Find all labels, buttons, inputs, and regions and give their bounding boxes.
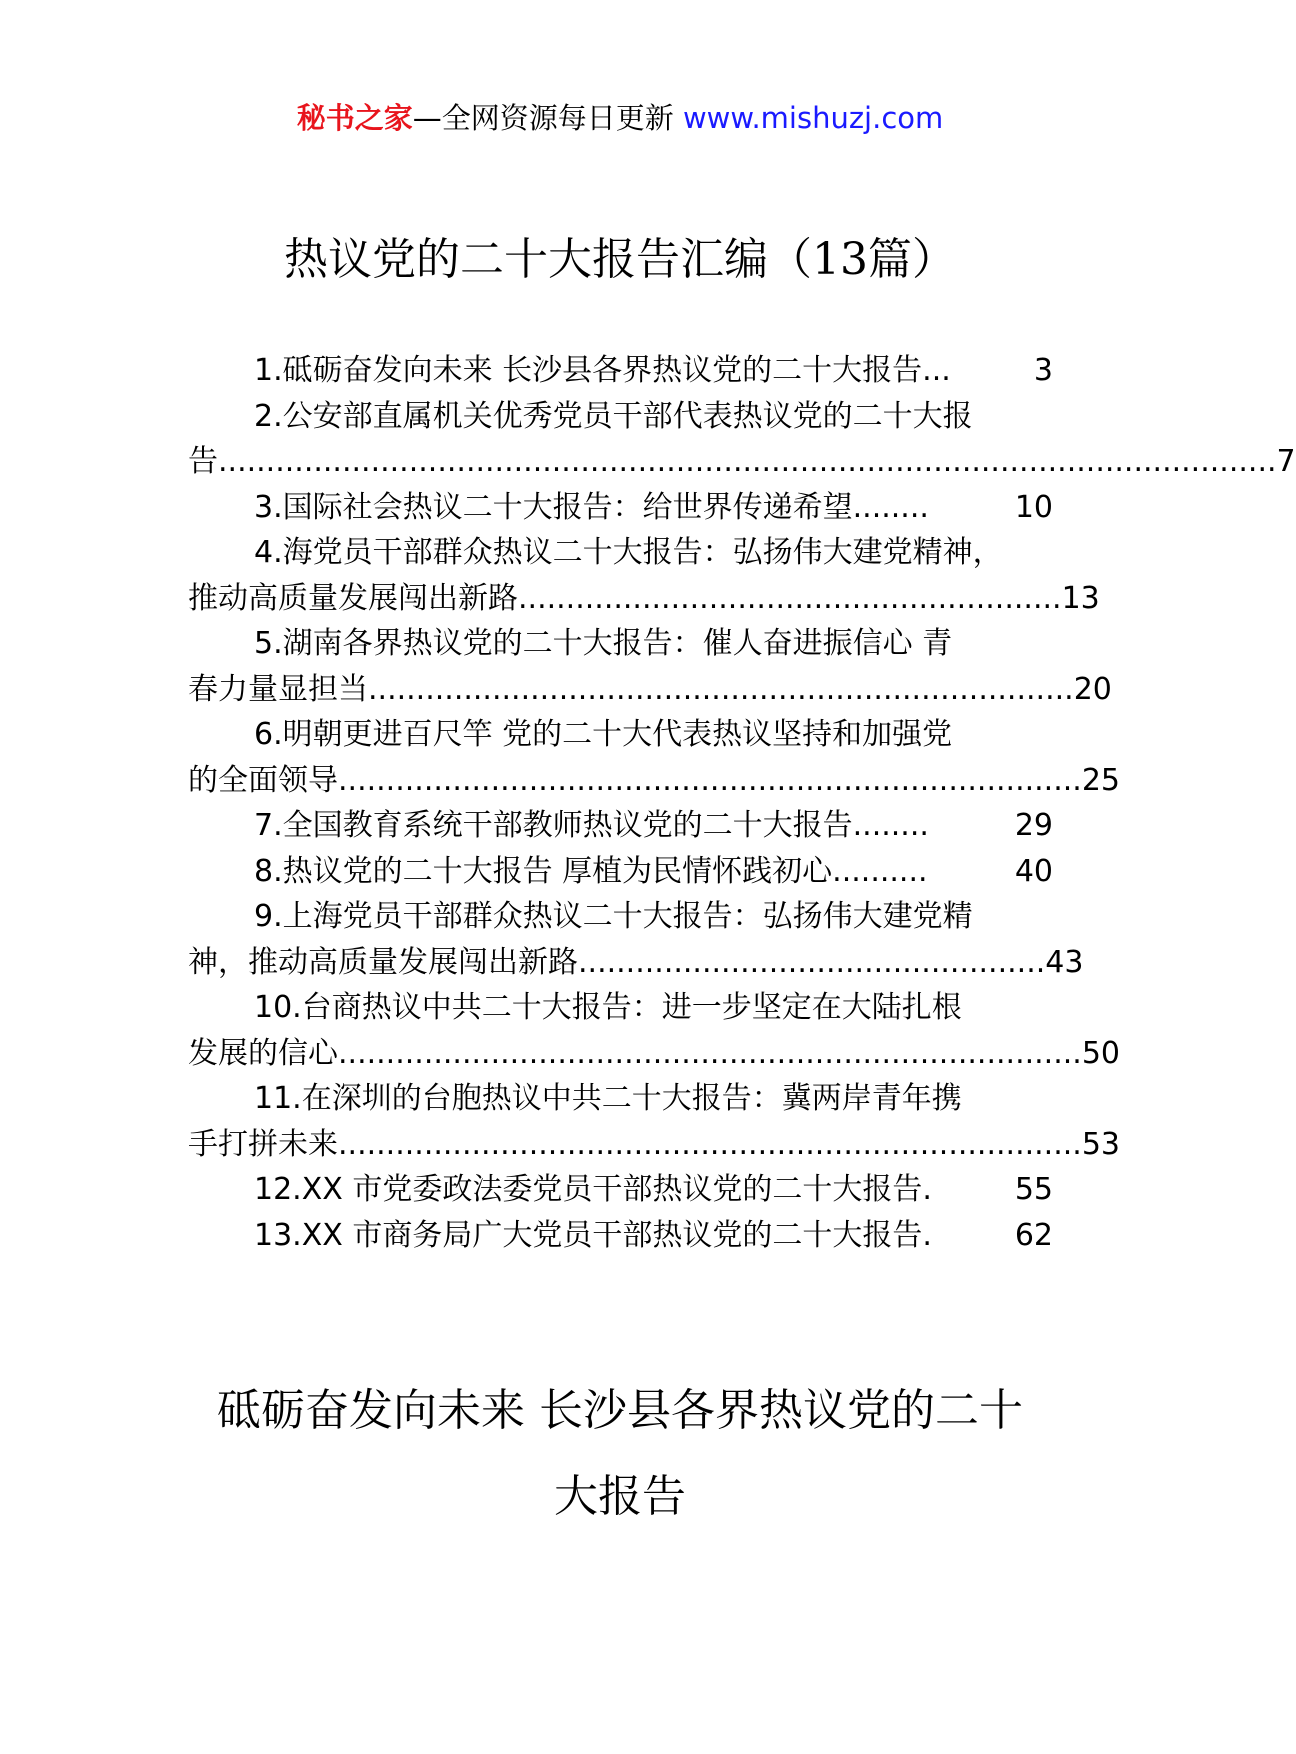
toc-entry-text: 10.台商热议中共二十大报告：进一步坚定在大陆扎根: [254, 990, 962, 1025]
toc-entry-text: 2.公安部直属机关优秀党员干部代表热议党的二十大报: [254, 398, 973, 434]
toc-page-number: 13: [1061, 580, 1100, 616]
header-tagline: —全网资源每日更新: [412, 101, 674, 135]
toc-page-number: 53: [1081, 1126, 1121, 1162]
toc-entry[interactable]: [188, 985, 1121, 1076]
toc-entry-text: 6.明朝更进百尺竿 党的二十大代表热议坚持和加强党: [254, 717, 953, 752]
toc-page-number: 50: [1081, 1035, 1121, 1071]
toc-entry-text: 3.国际社会热议二十大报告：给世界传递希望: [254, 489, 853, 525]
toc-line: [188, 1076, 1053, 1122]
toc-line: [188, 712, 1053, 758]
toc-page-number: 29: [1014, 808, 1053, 843]
toc-entry-text: 神，推动高质量发展闯出新路: [188, 944, 578, 980]
toc-line: [188, 621, 1053, 667]
toc-entry-text: 发展的信心: [188, 1035, 338, 1071]
toc-entry[interactable]: [188, 1167, 1053, 1213]
toc-leader-dots: .................................................: [578, 944, 1046, 980]
toc-leader-dots: ..............................................................................: [338, 1035, 1082, 1071]
article-count: 13: [812, 234, 868, 285]
toc-entry-text: 7.全国教育系统干部教师热议党的二十大报告: [254, 808, 853, 843]
toc-leader-dots: ..............................................................................: [338, 762, 1082, 798]
toc-entry-text: 9.上海党员干部群众热议二十大报告：弘扬伟大建党精: [254, 899, 973, 934]
toc-entry[interactable]: [188, 530, 1100, 621]
toc-entry-text: 推动高质量发展闯出新路: [188, 580, 518, 616]
toc-page-number: 62: [1014, 1217, 1053, 1253]
toc-entry[interactable]: [188, 1076, 1121, 1167]
toc-line: [188, 803, 1053, 849]
site-header: [0, 98, 1240, 138]
brand-name: 秘书之家: [296, 101, 413, 135]
section-title: 砥砺奋发向未来 长沙县各界热议党的二十 大报告: [217, 1385, 1023, 1522]
toc-entry-text: 1.砥砺奋发向未来 长沙县各界热议党的二十大报告: [254, 353, 923, 388]
toc-leader-dots: .: [922, 1172, 932, 1207]
toc-leader-dots: .........................................................: [518, 580, 1062, 616]
toc-entry[interactable]: [188, 394, 1296, 485]
toc-entry[interactable]: [188, 894, 1084, 985]
toc-entry[interactable]: [188, 621, 1112, 712]
toc-entry[interactable]: [188, 803, 1053, 849]
toc-leader-dots: ..............................................................................: [338, 1126, 1082, 1162]
toc-line: [188, 1167, 1053, 1213]
toc-page-number: 55: [1014, 1172, 1053, 1207]
toc-line: [188, 1031, 1121, 1077]
toc-line: [188, 758, 1121, 804]
toc-leader-dots: ..........: [832, 853, 928, 889]
toc-entry[interactable]: [188, 485, 1053, 531]
toc-entry[interactable]: [188, 712, 1121, 803]
toc-entry[interactable]: [188, 1213, 1053, 1259]
toc-entry[interactable]: [188, 348, 1053, 394]
toc-leader-dots: ..........................................................................: [368, 671, 1074, 707]
toc-line: [188, 348, 1053, 394]
toc-entry-text: 8.热议党的二十大报告 厚植为民情怀践初心: [254, 853, 833, 889]
toc-leader-dots: ........: [852, 808, 929, 843]
toc-line: [188, 667, 1112, 713]
toc-page-number: 25: [1081, 762, 1121, 798]
toc-entry-text: 12.XX 市党委政法委党员干部热议党的二十大报告: [254, 1172, 923, 1207]
toc-page-number: 20: [1073, 671, 1112, 707]
toc-line: [188, 985, 1053, 1031]
toc-line: [188, 940, 1084, 986]
toc-line: [188, 394, 1053, 440]
toc-leader-dots: .: [922, 1217, 932, 1253]
toc-line: [188, 1122, 1121, 1168]
toc-line: [188, 1213, 1053, 1259]
toc-leader-dots: ...............................................................................................................: [218, 444, 1277, 479]
toc-line: [188, 849, 1053, 895]
toc-leader-dots: ...: [922, 353, 951, 388]
toc-entry[interactable]: [188, 849, 1053, 895]
toc-entry-text: 11.在深圳的台胞热议中共二十大报告：冀两岸青年携: [254, 1081, 962, 1116]
toc-entry-text: 13.XX 市商务局广大党员干部热议党的二十大报告: [254, 1217, 923, 1253]
toc-entry-text: 4.海党员干部群众热议二十大报告：弘扬伟大建党精神，: [254, 535, 1003, 570]
toc-page-number: 40: [1014, 853, 1053, 889]
toc-line: [188, 576, 1100, 622]
table-of-contents: [188, 348, 1296, 1258]
toc-line: [188, 485, 1053, 531]
toc-line: [188, 439, 1296, 485]
toc-line: [188, 894, 1053, 940]
toc-line: [188, 530, 1053, 576]
toc-entry-text: 春力量显担当: [188, 671, 368, 707]
toc-leader-dots: ........: [852, 489, 929, 525]
site-url-link[interactable]: www.mishuzj.com: [682, 101, 944, 135]
toc-entry-text: 告: [188, 444, 218, 479]
toc-entry-text: 手打拼未来: [188, 1126, 338, 1162]
toc-page-number: 43: [1045, 944, 1084, 980]
toc-page-number: 7: [1276, 444, 1296, 479]
toc-entry-text: 5.湖南各界热议党的二十大报告：催人奋进振信心 青: [254, 626, 953, 661]
toc-entry-text: 的全面领导: [188, 762, 338, 798]
toc-page-number: 10: [1014, 489, 1053, 525]
toc-page-number: 3: [1033, 353, 1053, 388]
document-title: 热议党的二十大报告汇编（13篇）: [284, 234, 956, 285]
